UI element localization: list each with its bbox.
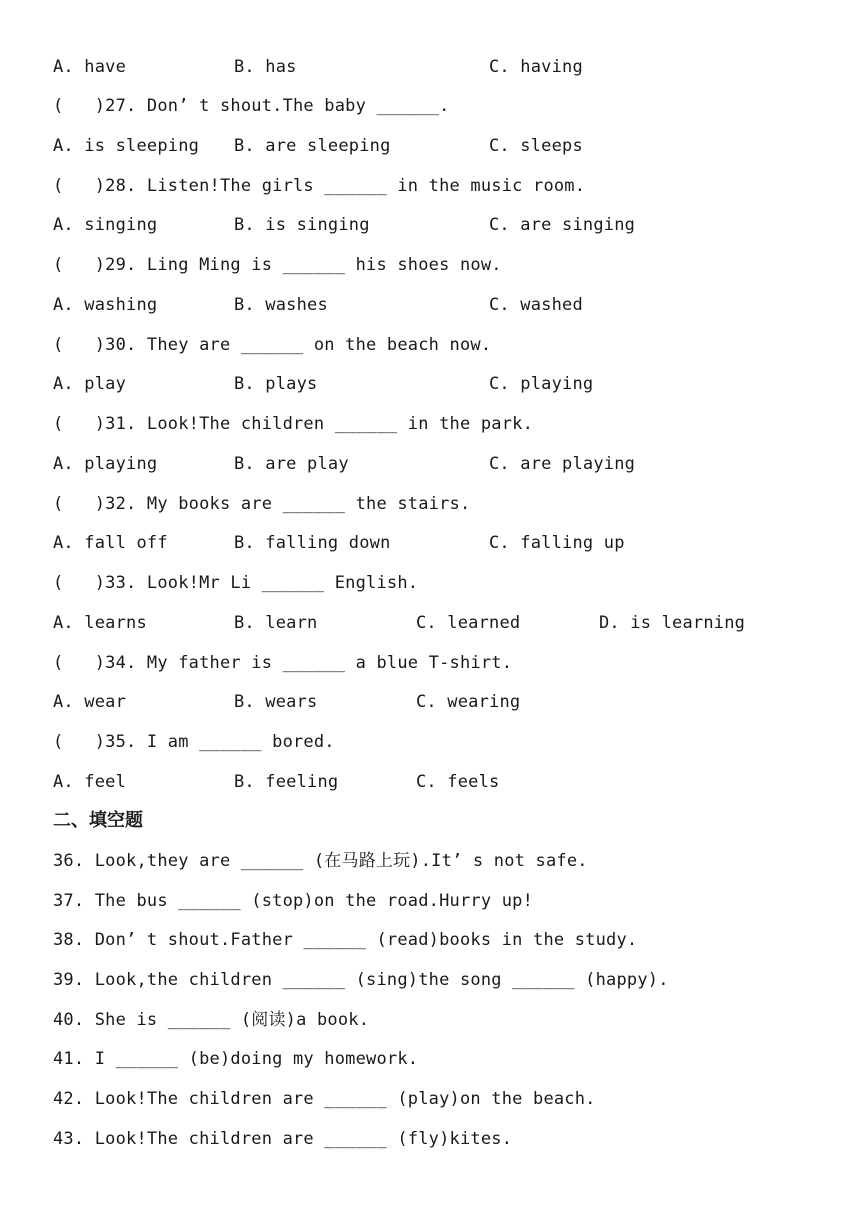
option-c: C. washed (489, 295, 583, 315)
fill-item: 40. She is ______ (阅读)a book. (53, 1010, 370, 1030)
option-b: B. has (234, 57, 297, 77)
options-row (53, 767, 500, 797)
fill-item: 42. Look!The children are ______ (play)on the beach. (53, 1089, 596, 1109)
fill-item: 36. Look,they are ______ (在马路上玩).It’ s not safe. (53, 851, 588, 871)
option-c: C. falling up (489, 533, 625, 553)
option-c: C. playing (489, 374, 594, 394)
fill-item: 41. I ______ (be)doing my homework. (53, 1049, 419, 1069)
option-a: A. learns (53, 613, 147, 633)
question-stem: ( )30. They are ______ on the beach now. (53, 335, 492, 355)
option-b: B. washes (234, 295, 328, 315)
question-stem: ( )29. Ling Ming is ______ his shoes now. (53, 255, 502, 275)
options-row (53, 210, 636, 240)
option-b: B. are sleeping (234, 136, 391, 156)
option-a: A. play (53, 374, 127, 394)
option-a: A. feel (53, 772, 127, 792)
option-b: B. feeling (234, 772, 339, 792)
option-a: A. playing (53, 454, 158, 474)
options-row (53, 449, 636, 479)
options-row (53, 52, 583, 82)
option-c: C. having (489, 57, 583, 77)
option-c: C. are singing (489, 215, 636, 235)
option-a: A. washing (53, 295, 158, 315)
option-c: C. wearing (416, 692, 521, 712)
option-c: C. feels (416, 772, 500, 792)
options-row (53, 290, 583, 320)
option-b: B. are play (234, 454, 349, 474)
question-stem: ( )34. My father is ______ a blue T-shirt. (53, 653, 513, 673)
option-a: A. fall off (53, 533, 168, 553)
option-b: B. is singing (234, 215, 370, 235)
question-stem: ( )33. Look!Mr Li ______ English. (53, 573, 419, 593)
option-a: A. singing (53, 215, 158, 235)
fill-item: 37. The bus ______ (stop)on the road.Hurry up! (53, 891, 534, 911)
options-row (53, 687, 521, 717)
option-c: C. sleeps (489, 136, 583, 156)
option-b: B. falling down (234, 533, 391, 553)
question-stem: ( )28. Listen!The girls ______ in the music room. (53, 176, 586, 196)
options-row (53, 528, 625, 558)
fill-item: 43. Look!The children are ______ (fly)kites. (53, 1129, 513, 1149)
options-row (53, 608, 746, 638)
question-stem: ( )31. Look!The children ______ in the park. (53, 414, 534, 434)
option-a: A. have (53, 57, 127, 77)
option-a: A. is sleeping (53, 136, 200, 156)
option-c: C. learned (416, 613, 521, 633)
option-b: B. wears (234, 692, 318, 712)
option-b: B. plays (234, 374, 318, 394)
question-stem: ( )32. My books are ______ the stairs. (53, 494, 471, 514)
question-stem: ( )35. I am ______ bored. (53, 732, 335, 752)
options-row (53, 131, 583, 161)
option-b: B. learn (234, 613, 318, 633)
option-a: A. wear (53, 692, 127, 712)
section-heading: 二、填空题 (53, 810, 143, 831)
options-row (53, 369, 594, 399)
question-stem: ( )27. Don’ t shout.The baby ______. (53, 96, 450, 116)
option-d: D. is learning (599, 613, 746, 633)
option-c: C. are playing (489, 454, 636, 474)
fill-item: 39. Look,the children ______ (sing)the song ______ (happy). (53, 970, 669, 990)
fill-item: 38. Don’ t shout.Father ______ (read)books in the study. (53, 930, 638, 950)
